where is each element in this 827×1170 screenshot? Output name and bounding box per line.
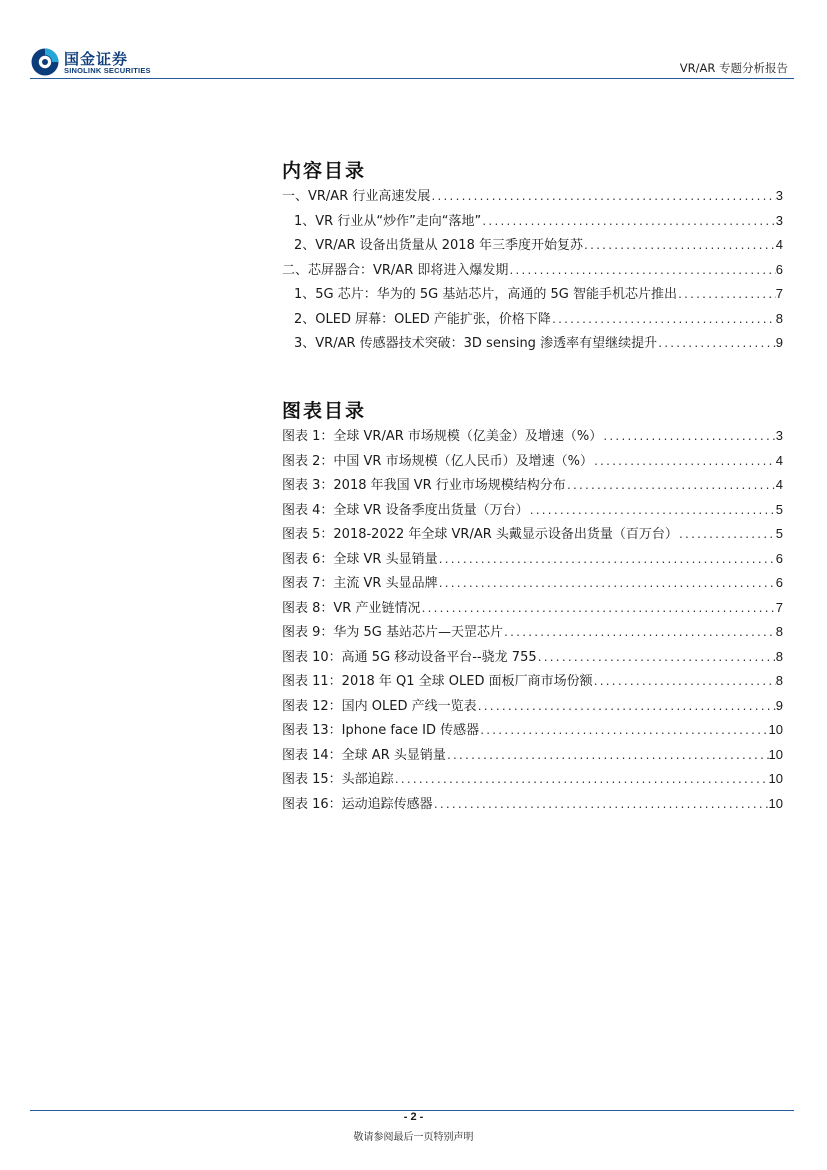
dot-leader (529, 500, 776, 523)
figure-entry-label: 图表 9：华为 5G 基站芯片—天罡芯片 (282, 625, 504, 640)
figure-entry[interactable] (282, 718, 783, 743)
figure-entry-page: 10 (768, 746, 783, 762)
contents-entry[interactable] (282, 331, 783, 356)
contents-entry-label: 2、VR/AR 设备出货量从 2018 年三季度开始复苏 (294, 238, 583, 253)
figure-entry-label: 图表 11：2018 年 Q1 全球 OLED 面板厂商市场份额 (282, 674, 593, 689)
dot-leader (551, 309, 776, 332)
figure-entry-label: 图表 1：全球 VR/AR 市场规模（亿美金）及增速（%） (282, 429, 603, 444)
dot-leader (433, 794, 769, 817)
figure-entry[interactable] (282, 767, 783, 792)
contents-entry-label: 2、OLED 屏幕：OLED 产能扩张，价格下降 (294, 311, 551, 327)
contents-list (282, 184, 783, 356)
contents-entry[interactable] (282, 233, 783, 258)
report-title: VR/AR 专题分析报告 (679, 61, 788, 75)
dot-leader (593, 451, 776, 474)
contents-entry-label: 二、芯屏器合：VR/AR 即将进入爆发期 (282, 262, 509, 278)
dot-leader (593, 671, 776, 694)
figure-entry-label: 图表 4：全球 VR 设备季度出货量（万台） (282, 502, 529, 518)
figure-entry-page: 9 (775, 697, 783, 713)
footer-disclaimer: 敬请参阅最后一页特别声明 (353, 1132, 474, 1143)
contents-entry-page: 3 (775, 188, 783, 203)
figure-entry[interactable] (282, 522, 783, 547)
figure-entry[interactable] (282, 669, 783, 694)
contents-entry-page: 7 (775, 286, 783, 301)
figure-entry-label: 图表 8：VR 产业链情况 (282, 600, 421, 616)
figure-entry-page: 5 (775, 526, 783, 541)
contents-heading: 内容目录 (282, 160, 367, 182)
contents-entry-page: 6 (775, 261, 783, 277)
header-divider (30, 78, 794, 79)
page-number: - 2 - (403, 1111, 424, 1123)
figure-entry[interactable] (282, 645, 783, 670)
contents-entry-label: 1、VR 行业从“炒作”走向“落地” (294, 213, 482, 229)
figure-entry[interactable] (282, 620, 783, 645)
contents-entry[interactable] (282, 258, 783, 283)
figure-entry-page: 3 (775, 428, 783, 443)
contents-entry[interactable] (282, 209, 783, 234)
contents-entry[interactable] (282, 307, 783, 332)
figure-entry[interactable] (282, 547, 783, 572)
dot-leader (477, 696, 776, 719)
figure-entry-page: 6 (775, 575, 783, 590)
dot-leader (420, 598, 775, 621)
figure-entry-page: 10 (768, 795, 783, 811)
contents-entry[interactable] (282, 282, 783, 307)
dot-leader (438, 549, 776, 572)
figure-entry-page: 5 (775, 501, 783, 517)
figure-entry-label: 图表 5：2018-2022 年全球 VR/AR 头戴显示设备出货量（百万台） (282, 527, 678, 542)
contents-entry-page: 9 (775, 335, 783, 350)
figure-entry-label: 图表 7：主流 VR 头显品牌 (282, 576, 438, 591)
dot-leader (583, 235, 776, 258)
dot-leader (508, 260, 775, 283)
dot-leader (657, 333, 776, 356)
dot-leader (537, 647, 776, 670)
figure-entry[interactable] (282, 596, 783, 621)
dot-leader (438, 573, 776, 596)
page-header (0, 0, 827, 82)
figure-entry-label: 图表 2：中国 VR 市场规模（亿人民币）及增速（%） (282, 453, 593, 469)
figure-entry[interactable] (282, 571, 783, 596)
figures-list (282, 424, 783, 816)
figure-entry-page: 8 (775, 673, 783, 688)
contents-entry-label: 1、5G 芯片：华为的 5G 基站芯片，高通的 5G 智能手机芯片推出 (294, 287, 677, 302)
figure-entry-page: 4 (775, 452, 783, 468)
figure-entry[interactable] (282, 473, 783, 498)
contents-entry-label: 3、VR/AR 传感器技术突破：3D sensing 渗透率有望继续提升 (294, 336, 658, 351)
logo-english-name: SINOLINK SECURITIES (64, 66, 151, 75)
figure-entry-page: 7 (775, 599, 783, 615)
figure-entry-page: 4 (775, 477, 783, 492)
dot-leader (394, 769, 769, 792)
contents-entry-page: 4 (775, 237, 783, 252)
dot-leader (503, 622, 776, 645)
logo-chinese-name: 国金证券 (64, 50, 129, 68)
dot-leader (602, 426, 776, 449)
figure-entry-label: 图表 6：全球 VR 头显销量 (282, 551, 438, 567)
figure-entry[interactable] (282, 694, 783, 719)
figure-entry[interactable] (282, 449, 783, 474)
figure-entry[interactable] (282, 792, 783, 817)
dot-leader (446, 745, 769, 768)
contents-entry-page: 8 (775, 310, 783, 326)
sinolink-logo-icon (30, 47, 60, 77)
figure-entry[interactable] (282, 743, 783, 768)
dot-leader (430, 186, 775, 209)
dot-leader (566, 475, 776, 498)
dot-leader (481, 211, 775, 234)
figure-entry-label: 图表 13：Iphone face ID 传感器 (282, 723, 480, 738)
figure-entry-page: 6 (775, 550, 783, 566)
figure-entry-page: 8 (775, 648, 783, 664)
figure-entry[interactable] (282, 424, 783, 449)
figure-entry-page: 10 (768, 771, 783, 786)
figures-heading: 图表目录 (282, 400, 367, 422)
figure-entry-page: 8 (775, 624, 783, 639)
figure-entry-label: 图表 14：全球 AR 头显销量 (282, 747, 446, 763)
figure-entry-label: 图表 16：运动追踪传感器 (282, 796, 433, 812)
contents-entry-page: 3 (775, 212, 783, 228)
contents-entry[interactable] (282, 184, 783, 209)
figure-entry[interactable] (282, 498, 783, 523)
figure-entry-label: 图表 10：高通 5G 移动设备平台--骁龙 755 (282, 649, 537, 665)
dot-leader (678, 524, 776, 547)
company-logo (30, 47, 160, 77)
dot-leader (479, 720, 768, 743)
figure-entry-page: 10 (768, 722, 783, 737)
figure-entry-label: 图表 12：国内 OLED 产线一览表 (282, 698, 477, 714)
figure-entry-label: 图表 3：2018 年我国 VR 行业市场规模结构分布 (282, 478, 566, 493)
contents-entry-label: 一、VR/AR 行业高速发展 (282, 189, 431, 204)
figure-entry-label: 图表 15：头部追踪 (282, 772, 394, 787)
dot-leader (677, 284, 776, 307)
